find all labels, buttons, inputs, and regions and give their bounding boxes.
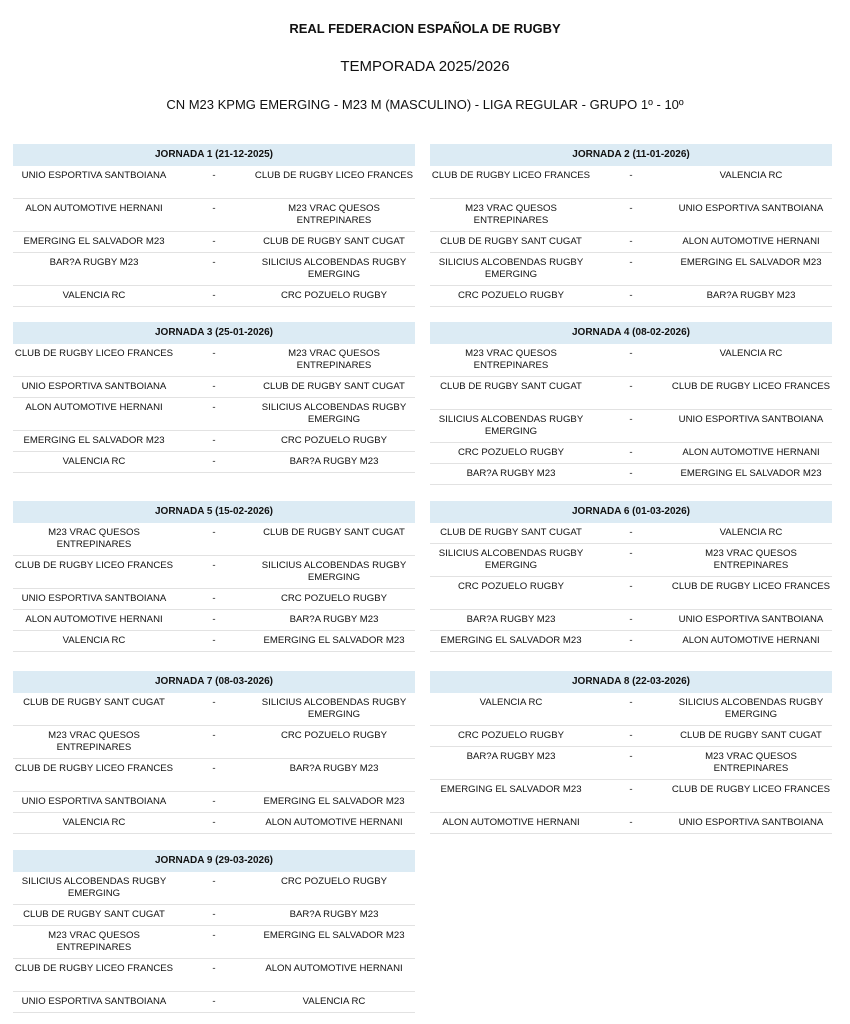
- away-team: VALENCIA RC: [253, 992, 415, 1013]
- jornada-title: JORNADA 9 (29-03-2026): [13, 850, 415, 872]
- away-team: UNIO ESPORTIVA SANTBOIANA: [670, 813, 832, 834]
- match-row: [430, 410, 832, 443]
- match-row: [13, 431, 415, 452]
- match-separator: -: [592, 199, 670, 232]
- home-team: CLUB DE RUGBY LICEO FRANCES: [13, 759, 175, 792]
- jornada-title: JORNADA 7 (08-03-2026): [13, 671, 415, 693]
- away-team: SILICIUS ALCOBENDAS RUGBY EMERGING: [253, 693, 415, 726]
- away-team: CRC POZUELO RUGBY: [253, 589, 415, 610]
- match-row: [13, 813, 415, 834]
- away-team: SILICIUS ALCOBENDAS RUGBY EMERGING: [253, 398, 415, 431]
- match-separator: -: [592, 747, 670, 780]
- away-team: BAR?A RUGBY M23: [670, 286, 832, 307]
- home-team: M23 VRAC QUESOS ENTREPINARES: [13, 726, 175, 759]
- match-separator: -: [175, 253, 253, 286]
- match-row: [13, 759, 415, 792]
- away-team: BAR?A RUGBY M23: [253, 759, 415, 792]
- away-team: VALENCIA RC: [670, 166, 832, 199]
- match-separator: -: [175, 926, 253, 959]
- home-team: VALENCIA RC: [13, 286, 175, 307]
- away-team: SILICIUS ALCOBENDAS RUGBY EMERGING: [670, 693, 832, 726]
- matches-table: [13, 523, 415, 652]
- home-team: CLUB DE RUGBY SANT CUGAT: [430, 523, 592, 544]
- match-separator: -: [592, 544, 670, 577]
- match-separator: -: [592, 726, 670, 747]
- home-team: ALON AUTOMOTIVE HERNANI: [430, 813, 592, 834]
- home-team: CRC POZUELO RUGBY: [430, 286, 592, 307]
- jornada-title: JORNADA 8 (22-03-2026): [430, 671, 832, 693]
- match-row: [430, 544, 832, 577]
- away-team: EMERGING EL SALVADOR M23: [253, 926, 415, 959]
- away-team: CLUB DE RUGBY SANT CUGAT: [253, 523, 415, 556]
- match-row: [430, 232, 832, 253]
- match-row: [430, 464, 832, 485]
- home-team: VALENCIA RC: [13, 813, 175, 834]
- match-separator: -: [175, 589, 253, 610]
- jornada-2: [430, 144, 832, 307]
- home-team: CRC POZUELO RUGBY: [430, 726, 592, 747]
- home-team: CLUB DE RUGBY LICEO FRANCES: [13, 344, 175, 377]
- match-row: [13, 286, 415, 307]
- match-row: [430, 631, 832, 652]
- home-team: BAR?A RUGBY M23: [430, 747, 592, 780]
- matches-table: [430, 693, 832, 834]
- match-separator: -: [175, 556, 253, 589]
- away-team: BAR?A RUGBY M23: [253, 905, 415, 926]
- home-team: BAR?A RUGBY M23: [430, 610, 592, 631]
- home-team: SILICIUS ALCOBENDAS RUGBY EMERGING: [13, 872, 175, 905]
- home-team: UNIO ESPORTIVA SANTBOIANA: [13, 377, 175, 398]
- match-row: [430, 813, 832, 834]
- away-team: CLUB DE RUGBY LICEO FRANCES: [670, 780, 832, 813]
- match-separator: -: [592, 610, 670, 631]
- match-separator: -: [592, 377, 670, 410]
- match-separator: -: [592, 631, 670, 652]
- home-team: M23 VRAC QUESOS ENTREPINARES: [13, 926, 175, 959]
- match-row: [430, 199, 832, 232]
- home-team: BAR?A RUGBY M23: [430, 464, 592, 485]
- home-team: M23 VRAC QUESOS ENTREPINARES: [430, 344, 592, 377]
- jornada-title: JORNADA 3 (25-01-2026): [13, 322, 415, 344]
- match-separator: -: [175, 610, 253, 631]
- home-team: EMERGING EL SALVADOR M23: [13, 431, 175, 452]
- match-row: [13, 959, 415, 992]
- match-separator: -: [175, 166, 253, 199]
- jornada-7: [13, 671, 415, 834]
- matches-table: [430, 523, 832, 652]
- jornada-8: [430, 671, 832, 834]
- away-team: BAR?A RUGBY M23: [253, 452, 415, 473]
- away-team: SILICIUS ALCOBENDAS RUGBY EMERGING: [253, 556, 415, 589]
- home-team: ALON AUTOMOTIVE HERNANI: [13, 610, 175, 631]
- match-separator: -: [175, 813, 253, 834]
- match-separator: -: [592, 410, 670, 443]
- match-row: [430, 747, 832, 780]
- match-row: [13, 232, 415, 253]
- match-separator: -: [175, 398, 253, 431]
- season-title: TEMPORADA 2025/2026: [340, 58, 510, 75]
- home-team: CRC POZUELO RUGBY: [430, 577, 592, 610]
- match-row: [13, 872, 415, 905]
- match-row: [430, 523, 832, 544]
- match-separator: -: [175, 523, 253, 556]
- match-separator: -: [592, 693, 670, 726]
- home-team: ALON AUTOMOTIVE HERNANI: [13, 398, 175, 431]
- home-team: M23 VRAC QUESOS ENTREPINARES: [430, 199, 592, 232]
- match-separator: -: [175, 872, 253, 905]
- away-team: M23 VRAC QUESOS ENTREPINARES: [670, 544, 832, 577]
- home-team: EMERGING EL SALVADOR M23: [430, 780, 592, 813]
- jornada-1: [13, 144, 415, 307]
- home-team: EMERGING EL SALVADOR M23: [430, 631, 592, 652]
- match-separator: -: [592, 166, 670, 199]
- home-team: VALENCIA RC: [13, 631, 175, 652]
- match-row: [13, 792, 415, 813]
- jornada-3: [13, 322, 415, 473]
- match-row: [13, 199, 415, 232]
- match-row: [13, 992, 415, 1013]
- match-row: [13, 398, 415, 431]
- match-row: [430, 344, 832, 377]
- match-separator: -: [175, 905, 253, 926]
- match-row: [13, 610, 415, 631]
- match-separator: -: [175, 792, 253, 813]
- away-team: EMERGING EL SALVADOR M23: [670, 464, 832, 485]
- away-team: CLUB DE RUGBY SANT CUGAT: [253, 377, 415, 398]
- match-row: [13, 253, 415, 286]
- match-row: [430, 577, 832, 610]
- jornada-title: JORNADA 1 (21-12-2025): [13, 144, 415, 166]
- match-row: [13, 589, 415, 610]
- away-team: CRC POZUELO RUGBY: [253, 726, 415, 759]
- match-row: [430, 780, 832, 813]
- match-separator: -: [592, 577, 670, 610]
- jornada-9: [13, 850, 415, 1013]
- match-row: [13, 344, 415, 377]
- match-row: [13, 905, 415, 926]
- match-separator: -: [592, 232, 670, 253]
- away-team: CLUB DE RUGBY LICEO FRANCES: [670, 577, 832, 610]
- match-row: [13, 631, 415, 652]
- away-team: ALON AUTOMOTIVE HERNANI: [670, 631, 832, 652]
- home-team: CLUB DE RUGBY LICEO FRANCES: [13, 959, 175, 992]
- home-team: VALENCIA RC: [430, 693, 592, 726]
- home-team: SILICIUS ALCOBENDAS RUGBY EMERGING: [430, 544, 592, 577]
- match-separator: -: [175, 344, 253, 377]
- jornada-4: [430, 322, 832, 485]
- home-team: UNIO ESPORTIVA SANTBOIANA: [13, 589, 175, 610]
- match-separator: -: [592, 780, 670, 813]
- match-separator: -: [175, 992, 253, 1013]
- matches-table: [13, 344, 415, 473]
- away-team: VALENCIA RC: [670, 344, 832, 377]
- away-team: ALON AUTOMOTIVE HERNANI: [670, 232, 832, 253]
- match-row: [430, 693, 832, 726]
- home-team: ALON AUTOMOTIVE HERNANI: [13, 199, 175, 232]
- away-team: ALON AUTOMOTIVE HERNANI: [670, 443, 832, 464]
- jornada-6: [430, 501, 832, 652]
- away-team: EMERGING EL SALVADOR M23: [253, 631, 415, 652]
- matches-table: [13, 693, 415, 834]
- jornada-5: [13, 501, 415, 652]
- away-team: M23 VRAC QUESOS ENTREPINARES: [670, 747, 832, 780]
- match-row: [13, 523, 415, 556]
- match-row: [13, 556, 415, 589]
- away-team: CLUB DE RUGBY SANT CUGAT: [670, 726, 832, 747]
- match-row: [430, 443, 832, 464]
- match-row: [13, 377, 415, 398]
- match-separator: -: [175, 959, 253, 992]
- matches-table: [430, 344, 832, 485]
- home-team: CRC POZUELO RUGBY: [430, 443, 592, 464]
- home-team: CLUB DE RUGBY SANT CUGAT: [430, 377, 592, 410]
- match-separator: -: [175, 693, 253, 726]
- home-team: VALENCIA RC: [13, 452, 175, 473]
- away-team: UNIO ESPORTIVA SANTBOIANA: [670, 410, 832, 443]
- away-team: CRC POZUELO RUGBY: [253, 431, 415, 452]
- federation-title: REAL FEDERACION ESPAÑOLA DE RUGBY: [289, 21, 561, 36]
- match-separator: -: [175, 377, 253, 398]
- away-team: M23 VRAC QUESOS ENTREPINARES: [253, 199, 415, 232]
- match-separator: -: [592, 813, 670, 834]
- match-separator: -: [592, 443, 670, 464]
- home-team: SILICIUS ALCOBENDAS RUGBY EMERGING: [430, 253, 592, 286]
- matches-table: [13, 166, 415, 307]
- match-separator: -: [592, 523, 670, 544]
- away-team: CLUB DE RUGBY LICEO FRANCES: [253, 166, 415, 199]
- away-team: EMERGING EL SALVADOR M23: [253, 792, 415, 813]
- home-team: SILICIUS ALCOBENDAS RUGBY EMERGING: [430, 410, 592, 443]
- matches-table: [430, 166, 832, 307]
- away-team: VALENCIA RC: [670, 523, 832, 544]
- away-team: SILICIUS ALCOBENDAS RUGBY EMERGING: [253, 253, 415, 286]
- match-row: [430, 286, 832, 307]
- match-separator: -: [175, 631, 253, 652]
- home-team: UNIO ESPORTIVA SANTBOIANA: [13, 792, 175, 813]
- match-row: [13, 926, 415, 959]
- matches-table: [13, 872, 415, 1013]
- match-separator: -: [175, 431, 253, 452]
- match-separator: -: [175, 759, 253, 792]
- jornada-title: JORNADA 5 (15-02-2026): [13, 501, 415, 523]
- match-row: [430, 726, 832, 747]
- away-team: UNIO ESPORTIVA SANTBOIANA: [670, 199, 832, 232]
- match-separator: -: [175, 726, 253, 759]
- home-team: M23 VRAC QUESOS ENTREPINARES: [13, 523, 175, 556]
- match-separator: -: [175, 232, 253, 253]
- away-team: BAR?A RUGBY M23: [253, 610, 415, 631]
- home-team: CLUB DE RUGBY SANT CUGAT: [430, 232, 592, 253]
- home-team: CLUB DE RUGBY SANT CUGAT: [13, 693, 175, 726]
- away-team: CRC POZUELO RUGBY: [253, 872, 415, 905]
- home-team: EMERGING EL SALVADOR M23: [13, 232, 175, 253]
- match-separator: -: [175, 286, 253, 307]
- away-team: M23 VRAC QUESOS ENTREPINARES: [253, 344, 415, 377]
- jornada-title: JORNADA 6 (01-03-2026): [430, 501, 832, 523]
- match-row: [13, 693, 415, 726]
- away-team: EMERGING EL SALVADOR M23: [670, 253, 832, 286]
- match-separator: -: [175, 452, 253, 473]
- competition-title: CN M23 KPMG EMERGING - M23 M (MASCULINO) - LIGA REGULAR - GRUPO 1º - 10º: [166, 97, 684, 112]
- match-separator: -: [592, 464, 670, 485]
- away-team: CLUB DE RUGBY SANT CUGAT: [253, 232, 415, 253]
- match-separator: -: [175, 199, 253, 232]
- home-team: UNIO ESPORTIVA SANTBOIANA: [13, 992, 175, 1013]
- match-separator: -: [592, 344, 670, 377]
- away-team: UNIO ESPORTIVA SANTBOIANA: [670, 610, 832, 631]
- match-row: [430, 253, 832, 286]
- home-team: UNIO ESPORTIVA SANTBOIANA: [13, 166, 175, 199]
- match-separator: -: [592, 253, 670, 286]
- match-row: [13, 166, 415, 199]
- jornada-title: JORNADA 4 (08-02-2026): [430, 322, 832, 344]
- home-team: BAR?A RUGBY M23: [13, 253, 175, 286]
- away-team: ALON AUTOMOTIVE HERNANI: [253, 959, 415, 992]
- home-team: CLUB DE RUGBY SANT CUGAT: [13, 905, 175, 926]
- jornada-title: JORNADA 2 (11-01-2026): [430, 144, 832, 166]
- home-team: CLUB DE RUGBY LICEO FRANCES: [13, 556, 175, 589]
- away-team: ALON AUTOMOTIVE HERNANI: [253, 813, 415, 834]
- match-row: [430, 166, 832, 199]
- match-row: [430, 610, 832, 631]
- match-separator: -: [592, 286, 670, 307]
- match-row: [13, 726, 415, 759]
- match-row: [13, 452, 415, 473]
- away-team: CLUB DE RUGBY LICEO FRANCES: [670, 377, 832, 410]
- match-row: [430, 377, 832, 410]
- home-team: CLUB DE RUGBY LICEO FRANCES: [430, 166, 592, 199]
- away-team: CRC POZUELO RUGBY: [253, 286, 415, 307]
